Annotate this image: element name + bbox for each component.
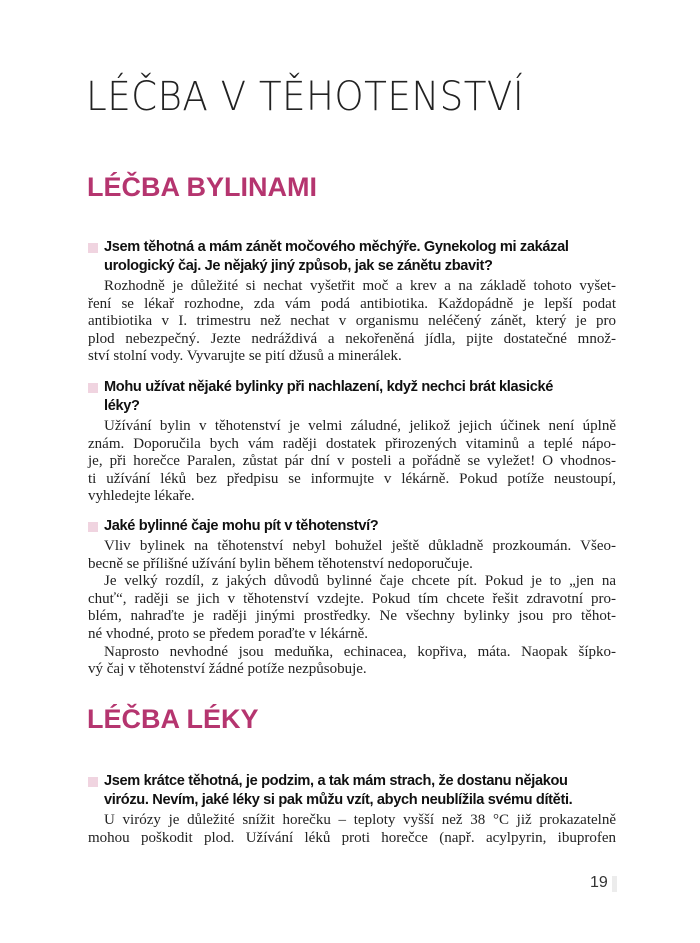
- question-line: Jaké bylinné čaje mohu pít v těhotenství?: [104, 518, 379, 534]
- answer-line: Rozhodně je důležité si nechat vyšetřit moč a krev a na základě tohoto vyšet-: [104, 278, 616, 294]
- question-line: urologický čaj. Je nějaký jiný způsob, jak se zánětu zbavit?: [104, 258, 493, 274]
- answer-line: né vhodné, proto se předem poraďte v lékárně.: [88, 625, 369, 642]
- answer-paragraph: [88, 812, 616, 847]
- answer: [88, 812, 616, 847]
- answer: [88, 278, 616, 366]
- answer-line: Je velký rozdíl, z jakých důvodů bylinné čaje chcete pít. Pokud je to „jen na: [104, 573, 616, 590]
- question-line: Jsem těhotná a mám zánět močového měchýře. Gynekolog mi zakázal: [104, 239, 569, 255]
- question: [88, 772, 616, 810]
- answer-line: ření se lékař rozhodne, zda vám podá antibiotika. Každopádně je lepší podat: [88, 295, 616, 312]
- question: [88, 517, 616, 536]
- answer-line: blém, nahraďte je raději jinými prostředky. Ne všechny bylinky jsou pro těhot-: [88, 608, 616, 625]
- question-line: léky?: [104, 398, 140, 414]
- answer-line: vý čaj v těhotenství žádné potíže nezpůsobuje.: [88, 661, 367, 678]
- answer-line: znám. Doporučila bych vám raději dostatek přirozených vitaminů a teplé nápo-: [88, 435, 616, 452]
- answer-paragraph: [88, 644, 616, 679]
- answer-line: Naprosto nevhodné jsou meduňka, echinacea, kopřiva, máta. Naopak šípko-: [104, 643, 616, 660]
- page-number-bar: [612, 876, 617, 892]
- answer-line: Vliv bylinek na těhotenství nebyl bohužel ještě důkladně prozkoumán. Všeo-: [104, 538, 616, 554]
- answer-paragraph: [88, 278, 616, 366]
- answer-line: Užívání bylin v těhotenství je velmi záludné, jelikož jejich účinek není úplně: [104, 418, 616, 434]
- qa-item: [88, 238, 616, 366]
- question-line: virózu. Nevím, jaké léky si pak můžu vzít, abych neublížila svému dítěti.: [104, 792, 573, 808]
- answer-line: plod nebezpečný. Jezte nedráždivá a nekořeněná jídla, pijte dostatečné množ-: [88, 330, 616, 347]
- answer-paragraph: [88, 573, 616, 643]
- answer-line: becně se přílišné užívání bylin během těhotenství nedoporučuje.: [88, 555, 473, 572]
- answer-line: ti užívání léků bez předpisu se informujte v lékárně. Pokud potíže neustoupí,: [88, 470, 616, 487]
- question: [88, 378, 616, 416]
- answer: [88, 538, 616, 679]
- question: [88, 238, 616, 276]
- bullet-square-icon: [88, 383, 98, 393]
- qa-item: [88, 772, 616, 847]
- answer-line: chuť“, raději se jich v těhotenství vzdejte. Pokud tím chcete řešit zdravotní pro-: [88, 590, 616, 607]
- section-heading-medicines: LÉČBA LÉKY: [87, 704, 259, 734]
- answer-line: mohou poškodit plod. Užívání léků proti horečce (např. acylpyrin, ibuprofen: [88, 829, 616, 846]
- page-title: LÉČBA V TĚHOTENSTVÍ: [86, 74, 525, 120]
- answer-line: je, při horečce Paralen, zůstat pár dní v posteli a pořádně se vyležet! O vhodnos-: [88, 453, 616, 470]
- bullet-square-icon: [88, 522, 98, 532]
- question-line: Mohu užívat nějaké bylinky při nachlazení, když nechci brát klasické: [104, 379, 554, 395]
- answer-paragraph: [88, 538, 616, 573]
- answer-line: ství stolní vody. Vyvarujte se pití džusů a minerálek.: [88, 348, 402, 365]
- answer-line: antibiotika v I. trimestru než nechat v organismu neléčený zánět, který je pro: [88, 313, 616, 330]
- answer-paragraph: [88, 418, 616, 506]
- bullet-square-icon: [88, 243, 98, 253]
- answer-line: vyhledejte lékaře.: [88, 488, 195, 505]
- qa-item: [88, 378, 616, 506]
- answer-line: U virózy je důležité snížit horečku – teploty vyšší než 38 °C již prokazatelně: [104, 812, 616, 828]
- page-number: 19: [590, 874, 608, 891]
- answer: [88, 418, 616, 506]
- section-heading-herbs: LÉČBA BYLINAMI: [87, 172, 317, 202]
- question-line: Jsem krátce těhotná, je podzim, a tak mám strach, že dostanu nějakou: [104, 773, 568, 789]
- qa-item: [88, 517, 616, 679]
- bullet-square-icon: [88, 777, 98, 787]
